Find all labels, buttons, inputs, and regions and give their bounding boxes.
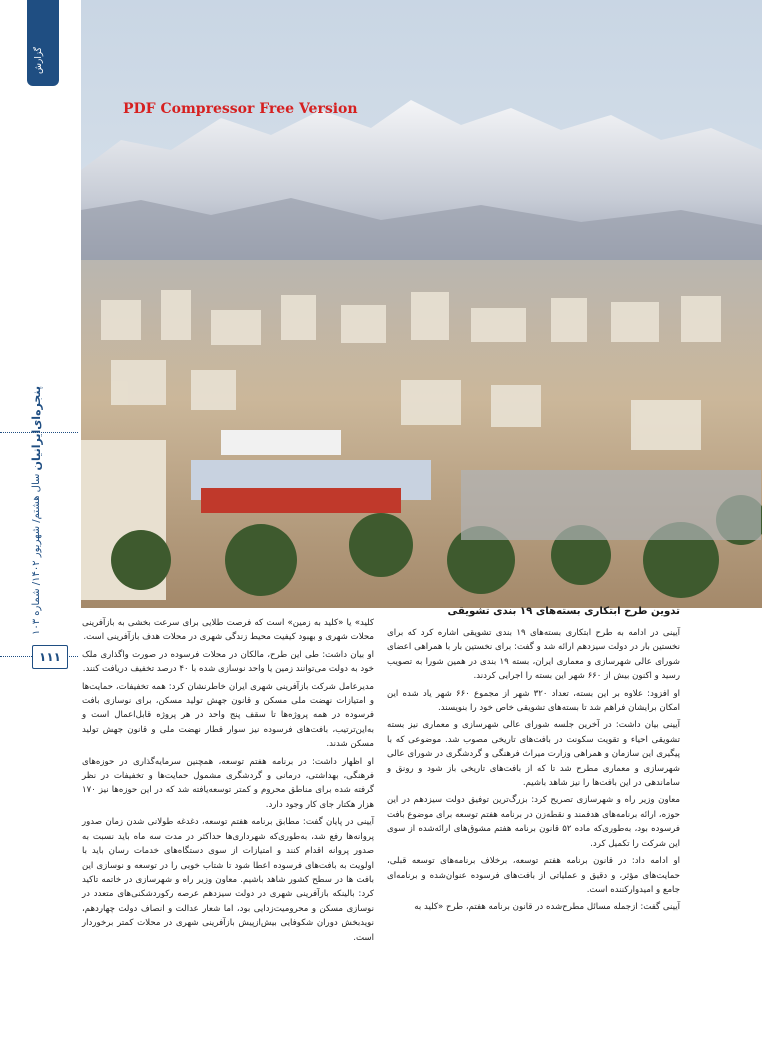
paragraph: آیینی گفت: ازجمله مسائل مطرح‌شده در قانون برنامه هفتم، طرح «کلید به (414, 902, 680, 913)
paragraph: آیینی در ادامه به طرح ابتکاری بسته‌های ۱۹ بندی تشویقی اشاره کرد که برای نخستین بار در دولت سیزدهم ارائه شد و گفت: برای نخستین بار با همراهی اعضای شورای عالی شهرسازی و معماری ایران، بسته ۱۹ بندی در همین شورا به تصویب رسید و اکنون بیش از ۶۶۰ شهر این بسته را اجرایی کردند. (387, 628, 680, 682)
magazine-title: پنجره‌ای‌ایرانیان (30, 386, 43, 471)
paragraph: آیینی بیان داشت: در آخرین جلسه شورای عالی شهرسازی و معماری نیز بسته تشویقی احیاء و تقویت سکونت در بافت‌های تاریخی مصوب شد. موضوعی که با پیگیری این سازمان و همراهی وزارت میراث فرهنگی و گردشگری در شورای عالی شهرسازی و معماری مطرح شد تا که از بافت‌های تاریخی باز شود و رونق و ساماندهی در این بافت‌ها را نیز شاهد باشیم. (387, 720, 680, 789)
paragraph: او اظهار داشت: در برنامه هفتم توسعه، همچنین سرمایه‌گذاری در حوزه‌های فرهنگی، بهداشتی، درمانی و گردشگری مشمول حمایت‌ها و تخفیفات در نظر گرفته شده برای مناطق محروم و کمتر توسعه‌یافته شد که در این حوزه‌ها نیز ۱۷۰ هزار هکتار جای کار وجود دارد. (82, 756, 374, 810)
paragraph: مدیرعامل شرکت بازآفرینی شهری ایران خاطرنشان کرد: همه تخفیفات، حمایت‌ها و امتیازات نهضت ملی مسکن و قانون جهش تولید مسکن، برای نوسازی بافت فرسوده در همه پروژه‌ها تا سقف پنج واحد در هر پروژه قابل‌اعمال است و به‌این‌ترتیب، بافت‌های فرسوده نیز سوار قطار نهضت ملی و قانون جهش تولید مسکن شدند. (82, 681, 374, 750)
paragraph: معاون وزیر راه و شهرسازی تصریح کرد: بزرگ‌ترین توفیق دولت سیزدهم در این حوزه، ارائه برنامه‌های هدفمند و نقطه‌زن در برنامه هفتم توسعه برای موضوع بافت فرسوده بود، به‌طوری‌که ماده ۵۲ قانون برنامه هفتم مشوق‌های ارائه‌شده از سوی این شرکت را تکمیل کرد. (387, 795, 680, 849)
article-column-left (82, 616, 374, 948)
magazine-masthead (30, 386, 56, 635)
paragraph: او ادامه داد: در قانون برنامه هفتم توسعه، برخلاف برنامه‌های توسعه قبلی، حمایت‌های مؤثر، و دقیق و عملیاتی از بافت‌های فرسوده عنوان‌شده و برنامه‌ای جامع و امیدوارکننده است. (387, 856, 680, 895)
article-headline: تدوین طرح ابتکاری بسته‌های ۱۹ بندی تشویقی (447, 606, 680, 617)
paragraph: او افزود: علاوه بر این بسته، تعداد ۳۲۰ شهر از مجموع ۶۶۰ شهر یاد شده این امکان برایشان فراهم شد تا بسته‌های تشویقی خاص خود را بنویسند. (387, 688, 680, 714)
article-column-right (387, 604, 680, 918)
paragraph: کلید» یا «کلید به زمین» است که فرصت طلایی برای سرعت بخشی به بازآفرینی محلات شهری و بهبود کیفیت محیط زندگی شهری در محلات هدف بازآفرینی است. (82, 618, 374, 643)
issue-info: سال هشتم/ شهریور ۱۴۰۲/ شماره ۱۰۳ (31, 473, 42, 635)
paragraph: او بیان داشت: طی این طرح، مالکان در محلات فرسوده در صورت واگذاری ملک خود به دولت می‌توانند زمین یا واحد نوسازی شده با ۴۰ درصد تخفیف دریافت کنند. (82, 649, 374, 675)
watermark: PDF Compressor Free Version (123, 101, 358, 117)
page-number: ۱۱۱ (32, 645, 68, 669)
section-label: گزارش (34, 46, 44, 74)
paragraph: آیینی در پایان گفت: مطابق برنامه هفتم توسعه، دغدغه طولانی شدن زمان صدور پروانه‌ها رفع شد، به‌طوری‌که شهرداری‌ها حداکثر در مدت سه ماه باید نسبت به صدور پروانه اقدام کنند و امتیازات از سوی دستگاه‌های خدمات رسان باید با اولویت به بافت‌های فرسوده اعطا شود تا شتاب خوبی را در توسعه و نوسازی این بافت ها در سطح کشور شاهد باشیم. معاون وزیر راه و شهرسازی در خاتمه تاکید کرد: بالینکه بازآفرینی شهری در دولت سیزدهم عرصه رکوردشکنی‌های متعدد در نوسازی مسکن و محرومیت‌زدایی بود، اما شعار عدالت و انصاف دولت چهاردهم، نویدبخش دوران شکوفایی بیش‌ازپیش بازآفرینی شهری در محلات کمتر برخوردار است. (82, 817, 374, 943)
city-photo (81, 0, 762, 608)
